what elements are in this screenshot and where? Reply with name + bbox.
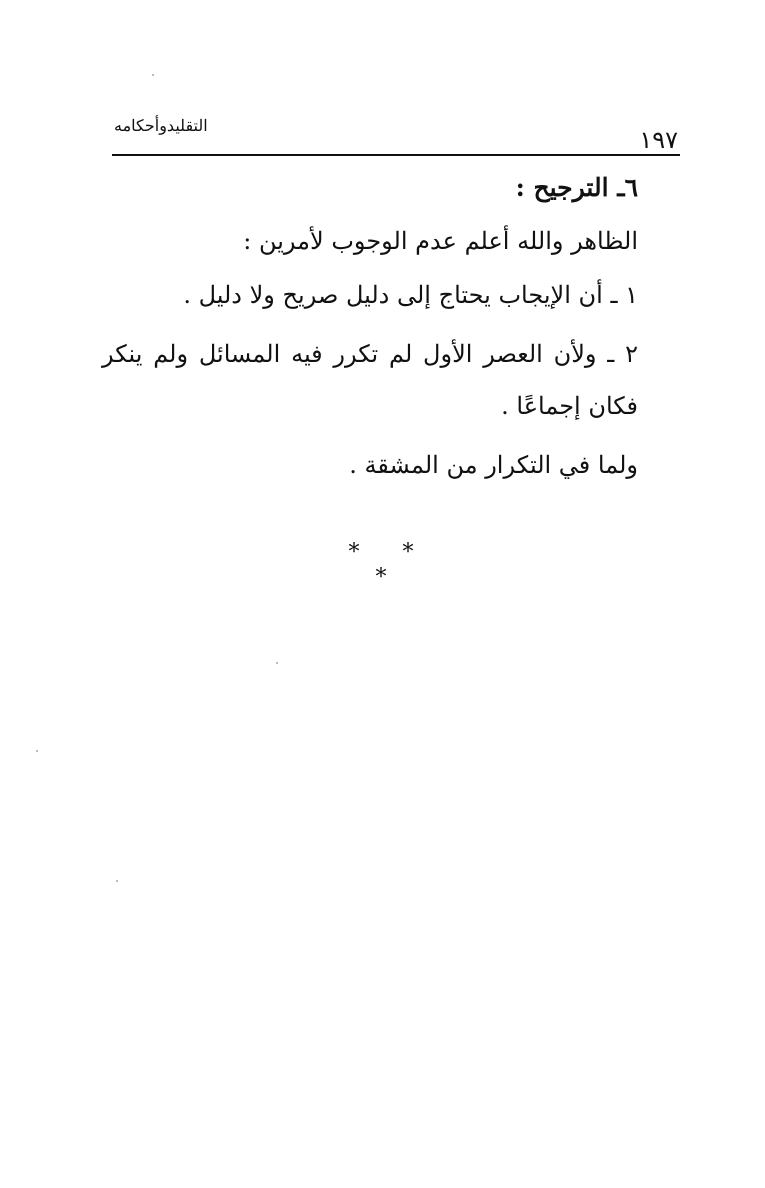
paragraph-point-2: ٢ ـ ولأن العصر الأول لم تكرر فيه المسائل ولم ينكر فكان إجماعًا . (102, 340, 639, 420)
scan-speck (116, 880, 118, 882)
section-heading: ٦ـ الترجيح : (515, 173, 638, 202)
paragraph-point-1: ١ ـ أن الإيجاب يحتاج إلى دليل صريح ولا دليل . (183, 281, 638, 309)
page-number: ١٩٧ (639, 126, 678, 154)
section-separator: * * * (348, 540, 432, 590)
scan-speck (152, 74, 154, 76)
paragraph-closing: ولما في التكرار من المشقة . (349, 451, 638, 479)
scan-speck (36, 750, 38, 752)
paragraph-intro: الظاهر والله أعلم عدم الوجوب لأمرين : (243, 227, 638, 255)
page-header (112, 112, 680, 156)
running-title: التقليدوأحكامه (114, 116, 208, 135)
section-body (102, 168, 639, 498)
scan-speck (276, 662, 278, 664)
